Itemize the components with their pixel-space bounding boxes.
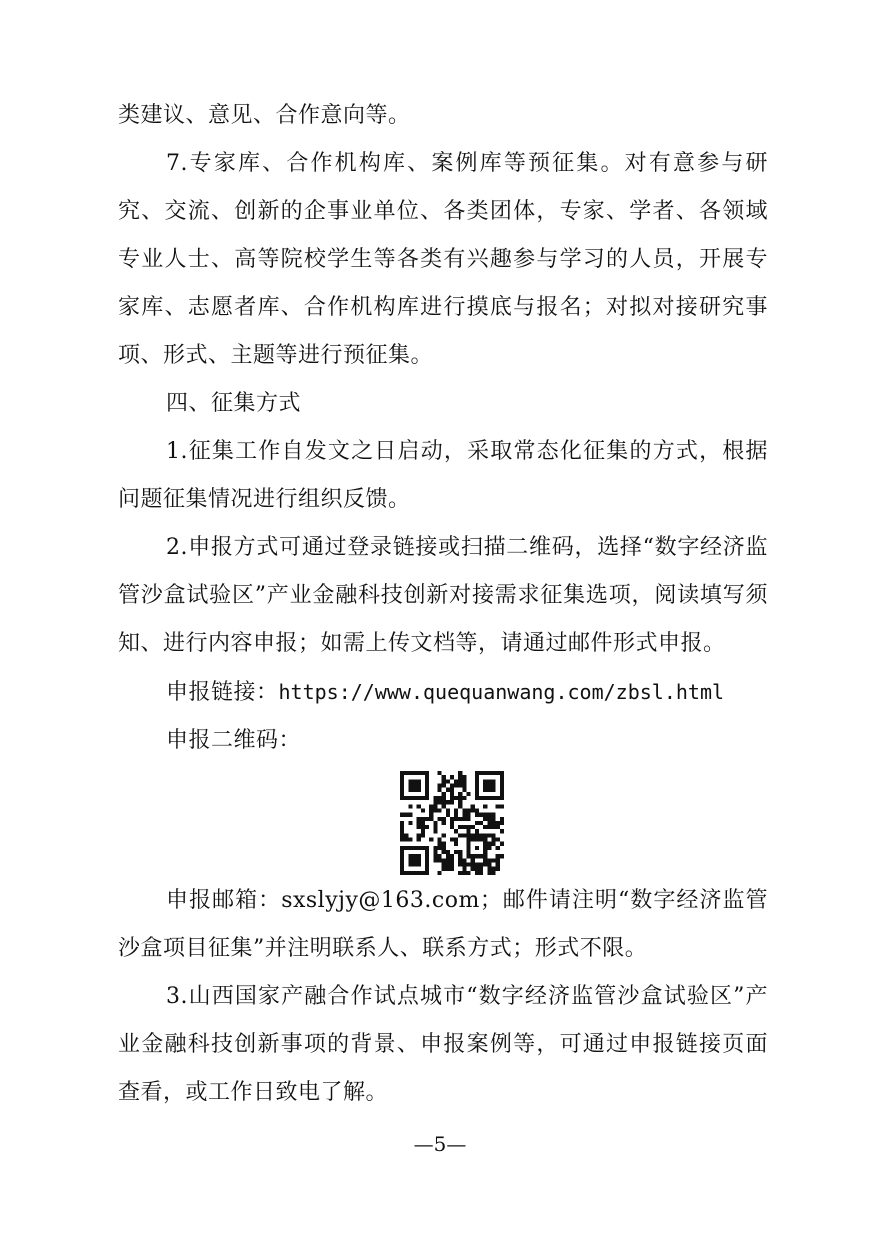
submission-link-line bbox=[118, 668, 768, 717]
page-number: —5— bbox=[413, 1132, 467, 1156]
paragraph-item-1: 1.征集工作自发文之日启动，采取常态化征集的方式，根据问题征集情况进行组织反馈。 bbox=[118, 439, 768, 512]
qr-code-icon[interactable] bbox=[400, 771, 504, 875]
section-heading-collection-method: 四、征集方式 bbox=[166, 391, 302, 416]
document-body bbox=[118, 92, 768, 1117]
qr-code-label: 申报二维码： bbox=[166, 728, 302, 753]
submission-link-label: 申报链接： bbox=[166, 680, 279, 705]
email-label: 申报邮箱： bbox=[166, 888, 282, 913]
qr-code-container bbox=[118, 765, 768, 877]
email-address[interactable]: sxslyjy@163.com bbox=[281, 888, 480, 913]
paragraph-item-2: 2.申报方式可通过登录链接或扫描二维码，选择“数字经济监管沙盒试验区”产业金融科技创新对接需求征集选项，阅读填写须知、进行内容申报；如需上传文档等，请通过邮件形式申报。 bbox=[118, 535, 768, 656]
submission-link[interactable]: https://www.quequanwang.com/zbsl.html bbox=[278, 680, 725, 704]
paragraph-item-7: 7.专家库、合作机构库、案例库等预征集。对有意参与研究、交流、创新的企事业单位、各类团体，专家、学者、各领域专业人士、高等院校学生等各类有兴趣参与学习的人员，开展专家库、志愿者库、合作机构库进行摸底与报名；对拟对接研究事项、形式、主题等进行预征集。 bbox=[118, 151, 768, 368]
paragraph-item-3: 3.山西国家产融合作试点城市“数字经济监管沙盒试验区”产业金融科技创新事项的背景、申报案例等，可通过申报链接页面查看，或工作日致电了解。 bbox=[118, 984, 768, 1105]
email-note: ；邮件请注明“数字经济监管沙盒项目征集”并注明联系人、联系方式；形式不限。 bbox=[118, 888, 768, 961]
paragraph-continuation: 类建议、意见、合作意向等。 bbox=[118, 103, 411, 128]
submission-email-paragraph bbox=[118, 877, 768, 973]
